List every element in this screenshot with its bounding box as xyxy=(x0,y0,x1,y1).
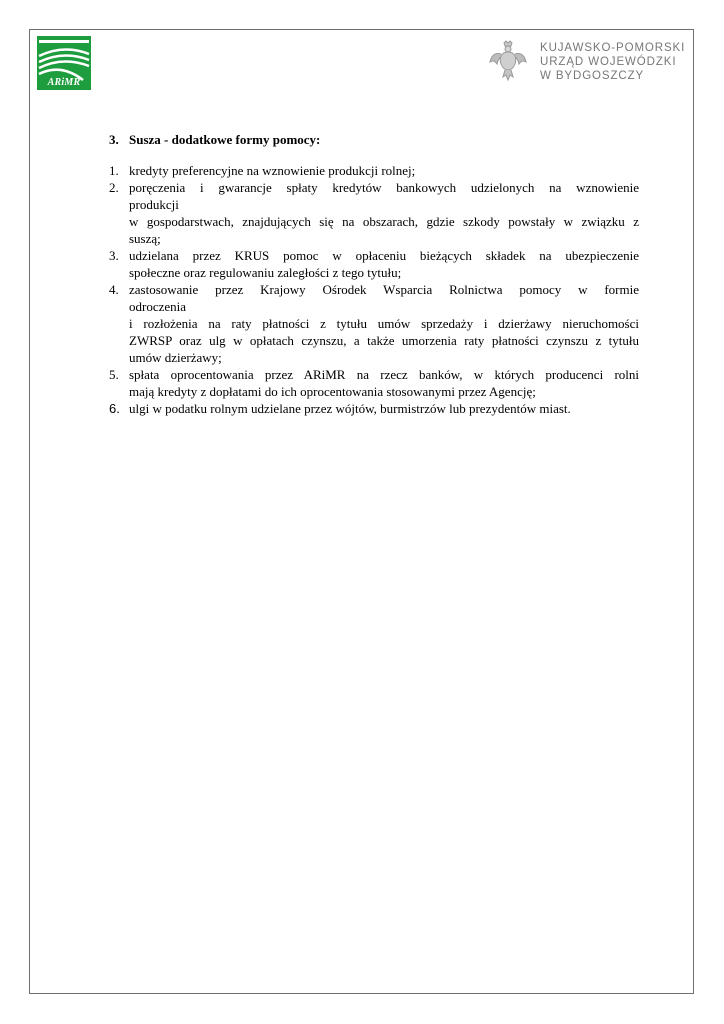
list-item-text xyxy=(129,162,639,179)
arimr-logo xyxy=(37,36,91,90)
list-item-line: ulgi w podatku rolnym udzielane przez wójtów, burmistrzów lub prezydentów miast. xyxy=(129,401,571,416)
list-item-text xyxy=(129,366,639,400)
office-line-3: W BYDGOSZCZY xyxy=(540,70,645,82)
list-item-text xyxy=(129,281,639,366)
list-item-line: suszą; xyxy=(129,231,161,246)
list-item xyxy=(109,366,639,400)
section-heading xyxy=(109,131,639,148)
list-item-line: i rozłożenia na raty płatności z tytułu umów sprzedaży i dzierżawy nieruchomości xyxy=(129,316,639,331)
list-item-number: 6. xyxy=(109,401,120,416)
list-item-line: odroczenia xyxy=(129,299,187,314)
list-item-number: 1. xyxy=(109,163,119,178)
list-item xyxy=(109,179,639,247)
list-item-line: umów dzierżawy; xyxy=(129,350,222,365)
list-item-line: społeczne oraz regulowaniu zaległości z tego tytułu; xyxy=(129,265,402,280)
list-item-text xyxy=(129,179,639,247)
eagle-emblem-icon xyxy=(489,40,527,82)
document-body xyxy=(109,131,639,417)
office-line-2: URZĄD WOJEWÓDZKI xyxy=(540,56,677,68)
list-item xyxy=(109,162,639,179)
list-item-text xyxy=(129,400,639,417)
office-line-1: KUJAWSKO-POMORSKI xyxy=(540,42,686,54)
list-item-text xyxy=(129,247,639,281)
section-number: 3. xyxy=(109,132,119,147)
list-item-line: spłata oprocentowania przez ARiMR na rzecz banków, w których producenci rolni xyxy=(129,367,639,382)
list-item-line: kredyty preferencyjne na wznowienie produkcji rolnej; xyxy=(129,163,416,178)
list-item-line: mają kredyty z dopłatami do ich oprocentowania stosowanymi przez Agencję; xyxy=(129,384,536,399)
list-item-number: 2. xyxy=(109,180,119,195)
office-name xyxy=(540,41,685,83)
list-item-number: 3. xyxy=(109,248,119,263)
list-item-line: zastosowanie przez Krajowy Ośrodek Wsparcia Rolnictwa pomocy w formie xyxy=(129,282,639,297)
list-item-line: udzielana przez KRUS pomoc w opłaceniu bieżących składek na ubezpieczenie xyxy=(129,248,639,263)
list-item-line: ZWRSP oraz ulg w opłatach czynszu, a także umorzenia raty płatności czynszu z tytułu xyxy=(129,333,639,348)
logo-text: ARiMR xyxy=(47,77,81,88)
list-item-line: poręczenia i gwarancje spłaty kredytów bankowych udzielonych na wznowienie xyxy=(129,180,639,195)
list-item-line: produkcji xyxy=(129,197,179,212)
list-item-line: w gospodarstwach, znajdujących się na obszarach, gdzie szkody powstały w związku z xyxy=(129,214,639,229)
list-item-number: 5. xyxy=(109,367,119,382)
section-title: Susza - dodatkowe formy pomocy: xyxy=(129,132,321,147)
list-item xyxy=(109,400,639,417)
list-item xyxy=(109,281,639,366)
list-item xyxy=(109,247,639,281)
list-item-number: 4. xyxy=(109,282,119,297)
